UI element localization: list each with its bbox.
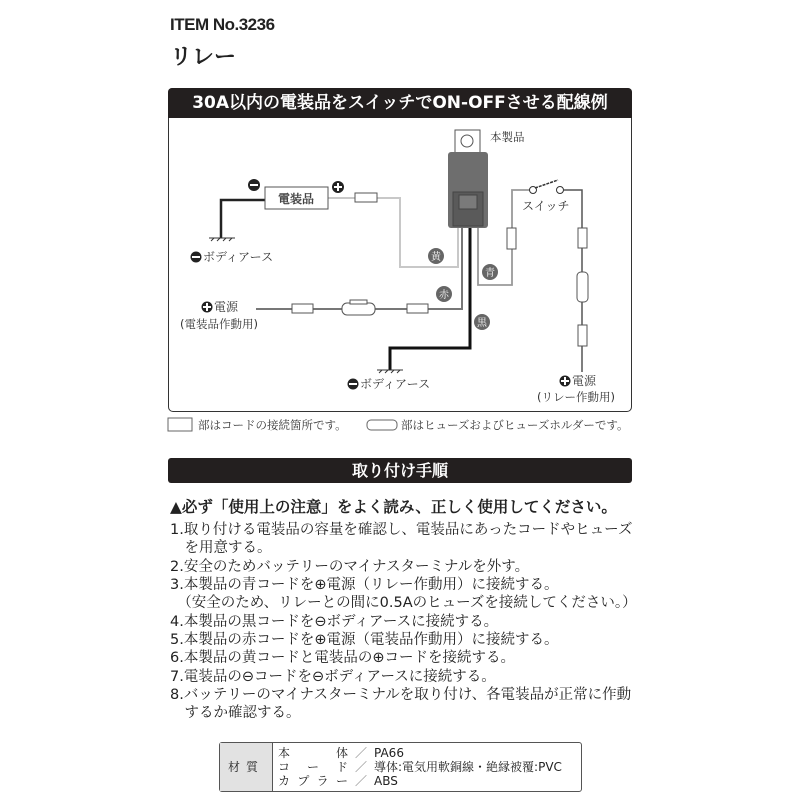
power-left-label: 電源 — [214, 300, 239, 314]
ground-symbol — [209, 238, 235, 241]
switch-lever — [535, 180, 558, 188]
plus-icon — [560, 376, 571, 387]
legend-connector-icon — [168, 418, 192, 431]
materials-label: 材質 — [220, 743, 273, 791]
materials-table — [219, 742, 582, 792]
svg-text:黒: 黒 — [477, 318, 487, 329]
step-line: 2.安全のためバッテリーのマイナスターミナルを外す。 — [170, 559, 530, 575]
step-line: 4.本製品の黒コードを⊖ボディアースに接続する。 — [170, 614, 499, 630]
fuse-holder — [577, 272, 588, 302]
body-ground-center-label: ボディアース — [360, 377, 431, 391]
connector — [355, 193, 377, 202]
step-line: を用意する。 — [170, 540, 272, 556]
connector — [407, 304, 428, 313]
power-right-label: 電源 — [572, 374, 597, 388]
material-value: ABS — [374, 774, 398, 788]
step-line: 1.取り付ける電装品の容量を確認し、電装品にあったコードやヒューズ — [170, 522, 633, 538]
plus-icon — [332, 181, 344, 193]
switch-label: スイッチ — [522, 199, 570, 213]
connector — [578, 325, 587, 346]
appliance-label: 電装品 — [277, 192, 315, 206]
switch-contact — [557, 187, 564, 194]
legend-connector-text: 部はコードの接続箇所です。 — [198, 418, 347, 432]
plus-icon — [202, 302, 213, 313]
step-line: 7.電装品の⊖コードを⊖ボディアースに接続する。 — [170, 669, 496, 685]
svg-text:青: 青 — [485, 268, 495, 279]
step-line: 8.バッテリーのマイナスターミナルを取り付け、各電装品が正常に作動 — [170, 687, 632, 703]
minus-icon — [348, 379, 359, 390]
material-value: PA66 — [374, 746, 404, 760]
materials-row: 本体 ／ PA66 — [278, 746, 404, 760]
body-ground-left-label: ボディアース — [203, 250, 274, 264]
warning-line — [170, 495, 617, 517]
step-line: 5.本製品の赤コードを⊕電源（電装品作動用）に接続する。 — [170, 632, 559, 648]
minus-icon — [191, 252, 202, 263]
connector — [292, 304, 313, 313]
legend-fuse-text: 部はヒューズおよびヒューズホルダーです。 — [401, 418, 629, 432]
installation-steps-title: 取り付け手順 — [168, 458, 632, 483]
power-left-note: (電装品作動用) — [180, 317, 258, 331]
product-label: 本製品 — [490, 130, 525, 144]
connector — [578, 228, 587, 248]
page-title: リレー — [170, 45, 237, 70]
connector — [507, 228, 516, 249]
step-line: 3.本製品の青コードを⊕電源（リレー作動用）に接続する。 — [170, 577, 559, 593]
wire-badge-red — [436, 286, 452, 302]
material-key: カプラー — [278, 774, 348, 788]
red-wire — [256, 228, 462, 309]
materials-row: カプラー ／ ABS — [278, 774, 398, 788]
item-number: ITEM No.3236 — [170, 15, 275, 34]
relay-mount-hole — [461, 135, 473, 147]
ground-symbol — [377, 370, 403, 373]
warning-text: 必ず「使用上の注意」をよく読み、正しく使用してください。 — [181, 498, 617, 516]
material-key: コード — [278, 760, 348, 774]
warning-icon: ▲ — [170, 498, 182, 516]
step-line: するか確認する。 — [170, 705, 301, 721]
wiring-diagram-title: 30A以内の電装品をスイッチでON-OFFさせる配線例 — [168, 88, 632, 118]
wire-badge-yellow — [428, 248, 444, 264]
materials-row: コード ／ 導体:電気用軟銅線・絶縁被覆:PVC — [278, 760, 562, 774]
svg-text:赤: 赤 — [439, 290, 449, 301]
step-line: 6.本製品の黄コードと電装品の⊕コードを接続する。 — [170, 650, 515, 666]
step-line: （安全のため、リレーとの間に0.5Aのヒューズを接続してください。） — [170, 595, 637, 611]
minus-icon — [248, 179, 260, 191]
power-right-note: (リレー作動用) — [537, 390, 615, 404]
legend-fuse-icon — [367, 420, 397, 430]
material-key: 本体 — [278, 746, 348, 760]
wire-badge-black — [474, 314, 490, 330]
svg-text:黄: 黄 — [431, 252, 441, 263]
wire-badge-blue — [482, 264, 498, 280]
material-value: 導体:電気用軟銅線・絶縁被覆:PVC — [374, 760, 562, 774]
fuse-holder — [342, 303, 375, 315]
appliance-ground-wire — [221, 200, 265, 238]
